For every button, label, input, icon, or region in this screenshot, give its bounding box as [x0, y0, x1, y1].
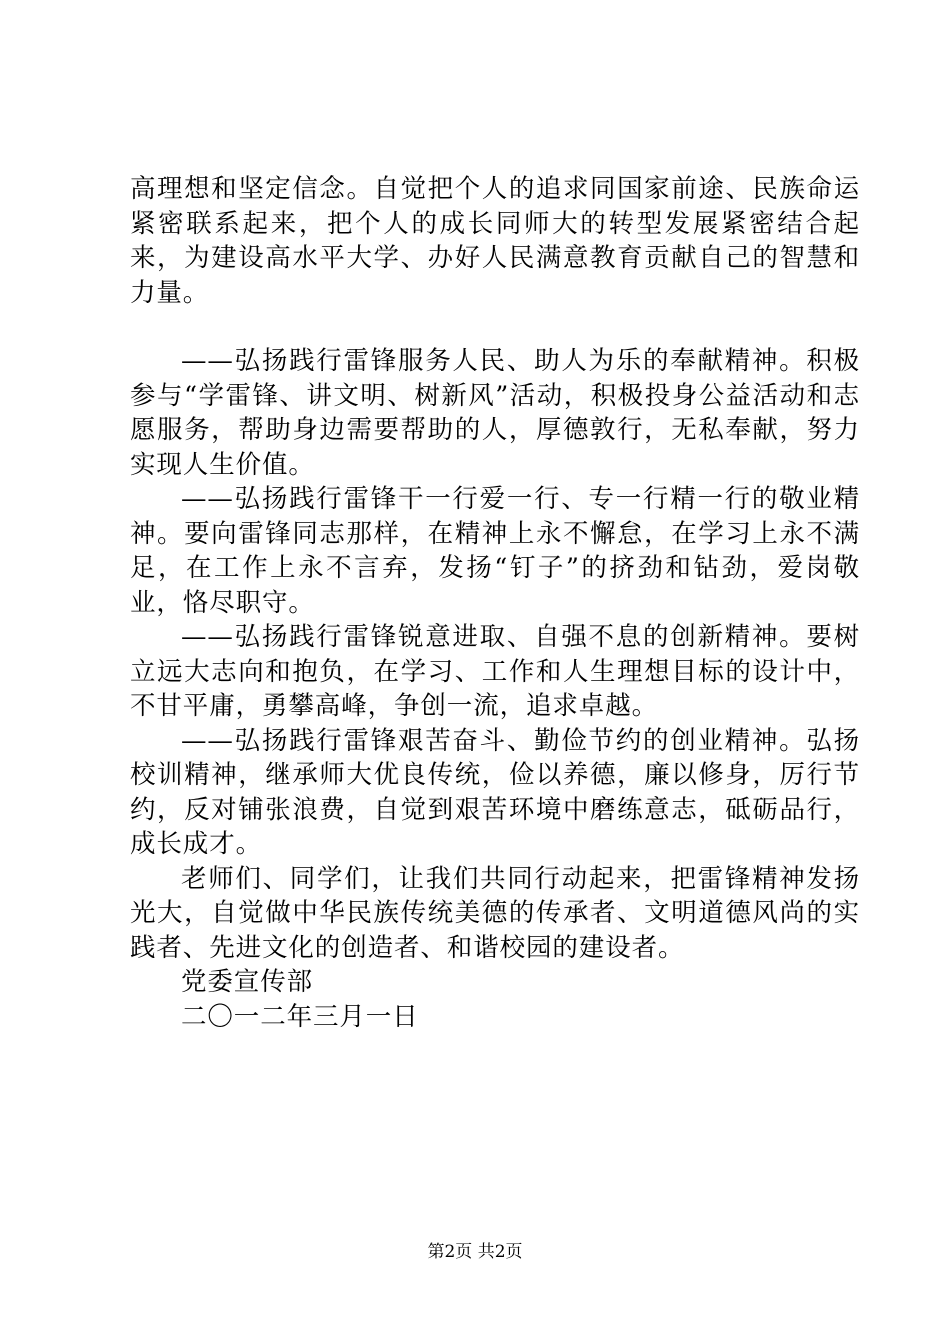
- paragraph-continuation: 高理想和坚定信念。自觉把个人的追求同国家前途、民族命运紧密联系起来，把个人的成长同师大的转型发展紧密结合起来，为建设高水平大学、办好人民满意教育贡献自己的智慧和力量。: [130, 174, 860, 308]
- paragraph-innovation: ——弘扬践行雷锋锐意进取、自强不息的创新精神。要树立远大志向和抱负，在学习、工作和人生理想目标的设计中，不甘平庸，勇攀高峰，争创一流，追求卓越。: [130, 622, 860, 721]
- paragraph-entrepreneurship: ——弘扬践行雷锋艰苦奋斗、勤俭节约的创业精神。弘扬校训精神，继承师大优良传统，俭以养德，廉以修身，厉行节约，反对铺张浪费，自觉到艰苦环境中磨练意志，砥砺品行，成长成才。: [130, 725, 860, 859]
- paragraph-gap: [130, 310, 860, 344]
- paragraph-closing: 老师们、同学们，让我们共同行动起来，把雷锋精神发扬光大，自觉做中华民族传统美德的传承者、文明道德风尚的实践者、先进文化的创造者、和谐校园的建设者。: [130, 863, 860, 963]
- paragraph-dedication: ——弘扬践行雷锋服务人民、助人为乐的奉献精神。积极参与“学雷锋、讲文明、树新风”活动，积极投身公益活动和志愿服务，帮助身边需要帮助的人，厚德敦行，无私奉献，努力实现人生价值。: [130, 346, 860, 480]
- signature: 党委宣传部: [181, 967, 314, 997]
- page-footer: 第2页 共2页: [427, 1242, 523, 1262]
- document-date: 二〇一二年三月一日: [181, 1001, 419, 1032]
- paragraph-professionalism: ——弘扬践行雷锋干一行爱一行、专一行精一行的敬业精神。要向雷锋同志那样，在精神上永不懈怠，在学习上永不满足，在工作上永不言弃，发扬“钉子”的挤劲和钻劲，爱岗敬业，恪尽职守。: [130, 484, 860, 618]
- document-body: [130, 172, 860, 1034]
